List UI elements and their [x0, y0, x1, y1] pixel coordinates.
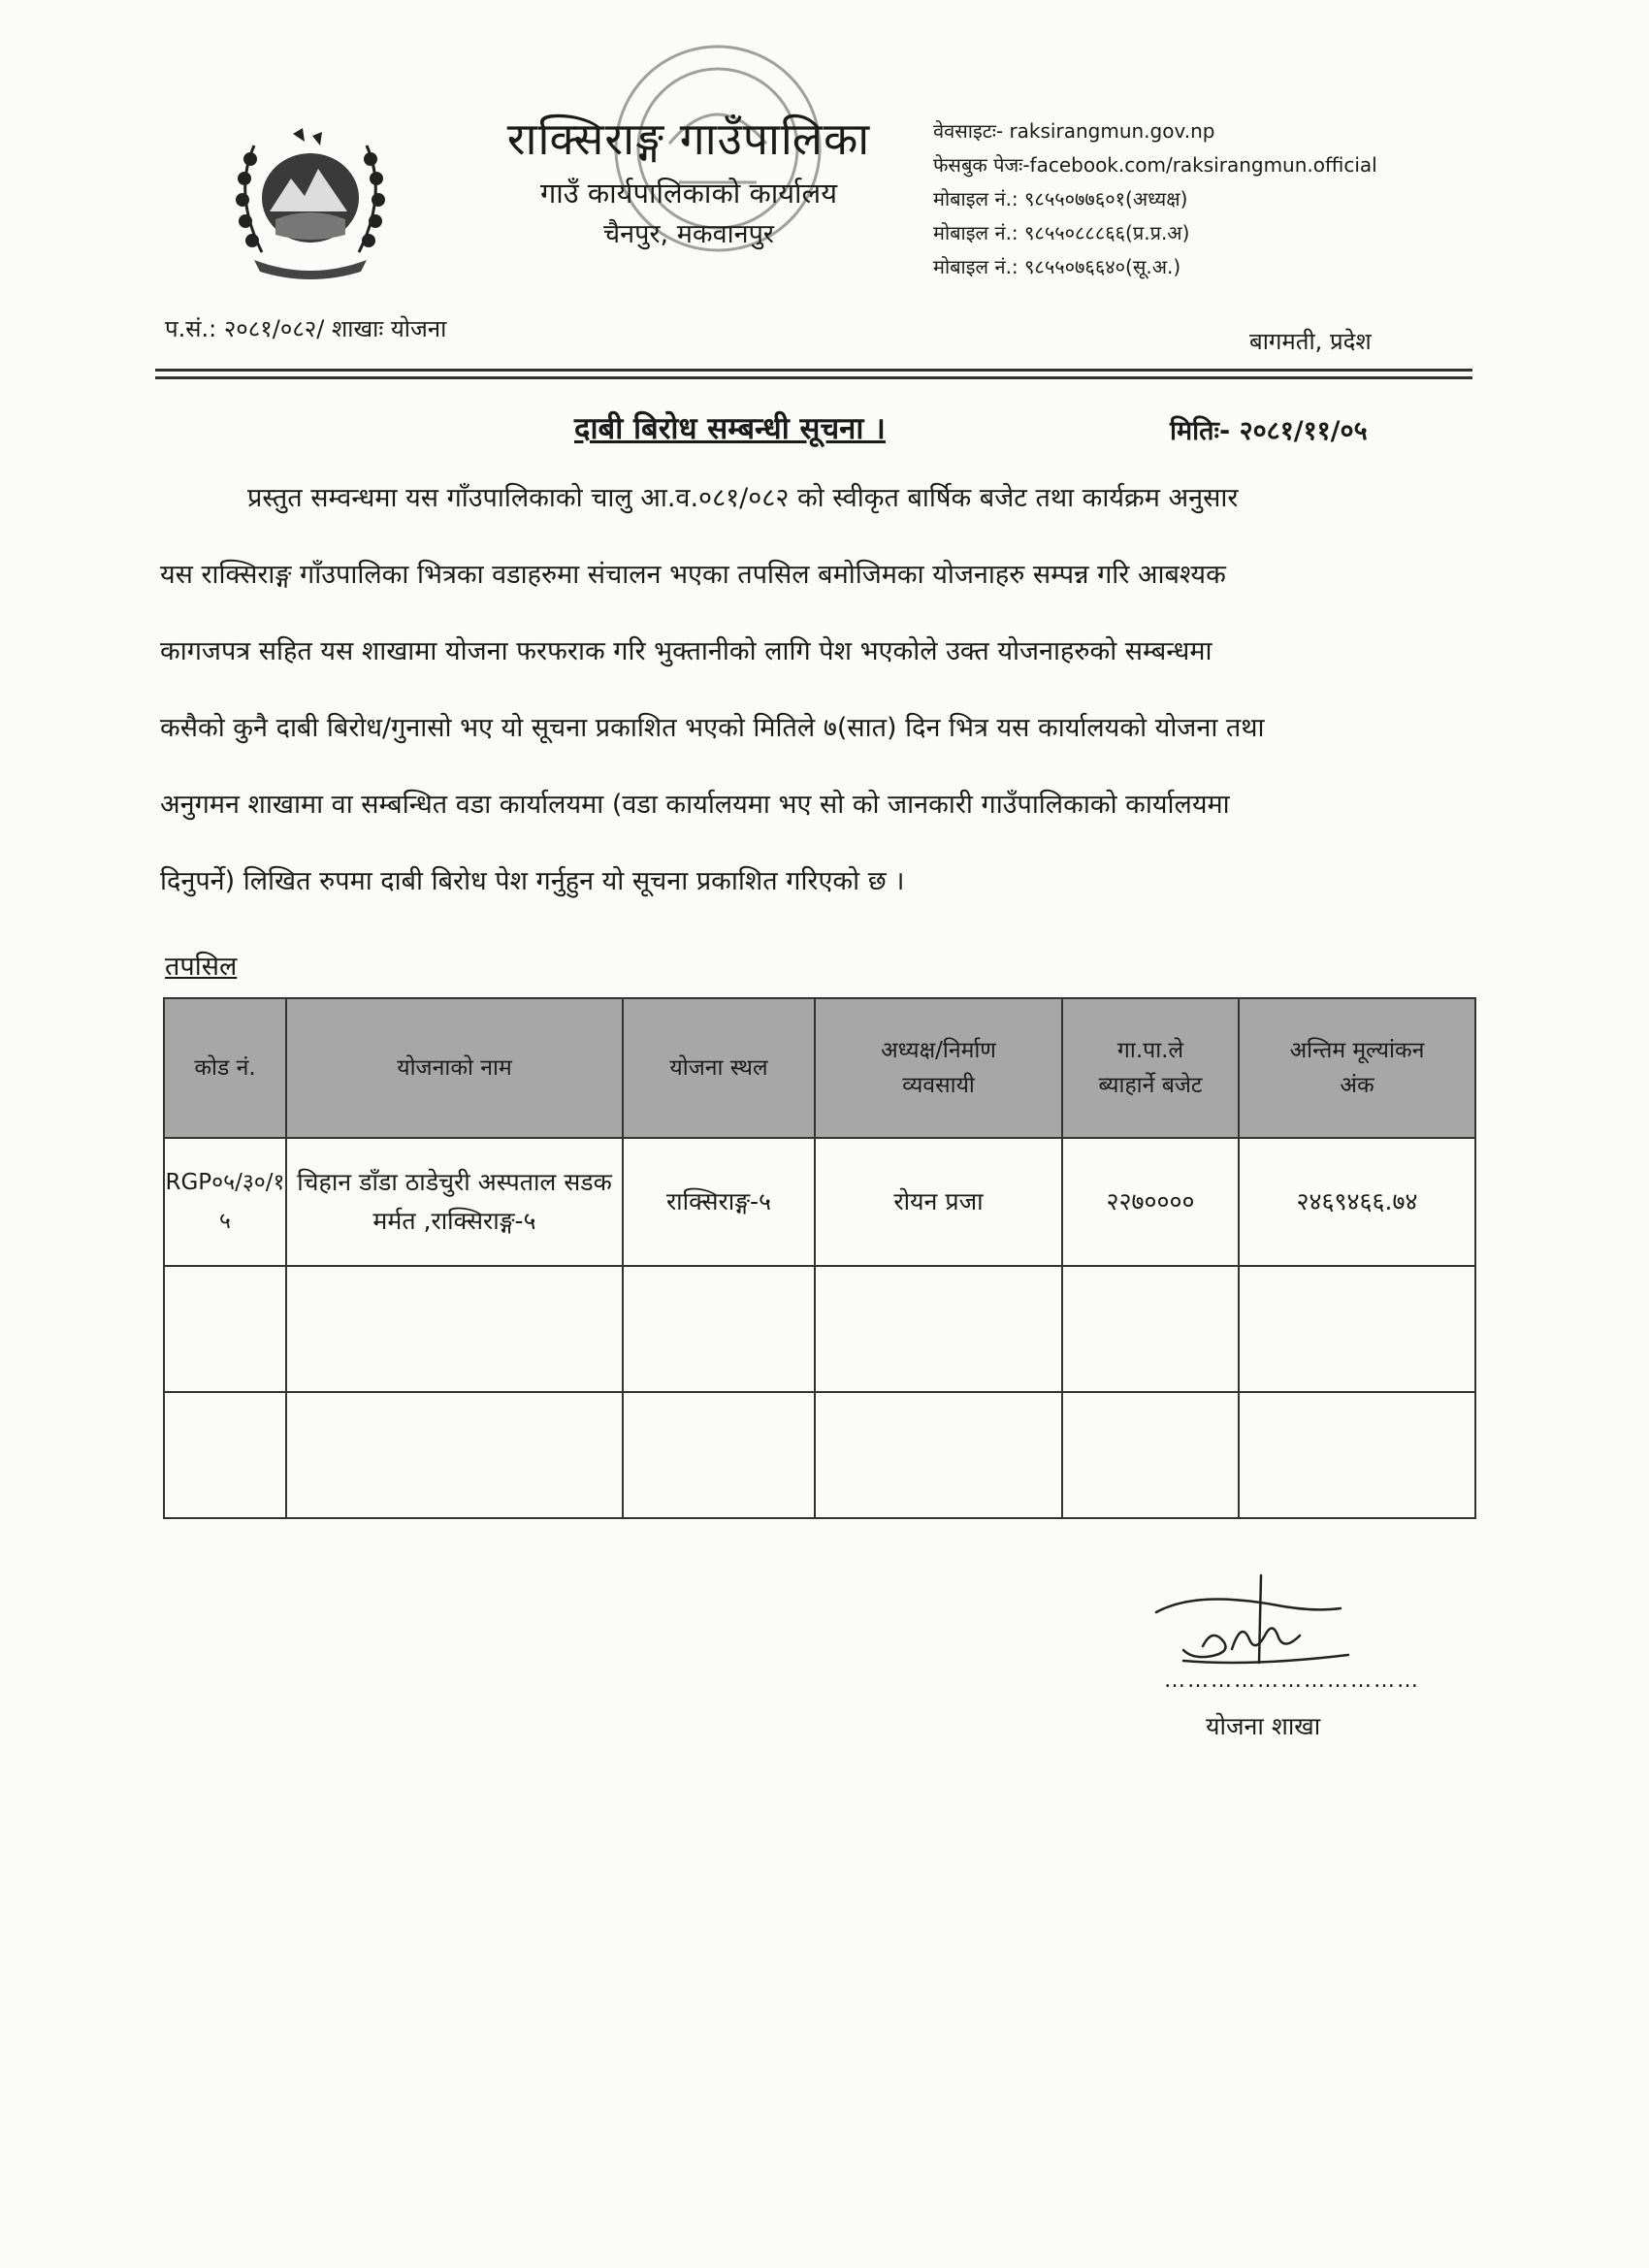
empty-cell — [815, 1392, 1062, 1518]
body-line: अनुगमन शाखामा वा सम्बन्धित वडा कार्यालयमा (वडा कार्यालयमा भए सो को जानकारी गाउँपालिकाको कार्यालयमा — [160, 790, 1230, 820]
body-line: प्रस्तुत सम्वन्धमा यस गाँउपालिकाको चालु आ.व.०८१/०८२ को स्वीकृत बार्षिक बजेट तथा कार्यक्रम अनुसार — [247, 483, 1239, 513]
empty-cell — [623, 1392, 815, 1518]
header-budget: गा.पा.ले ब्याहार्ने बजेट — [1062, 998, 1239, 1138]
notice-body — [160, 460, 1465, 920]
facebook-line: फेसबुक पेजः-facebook.com/raksirangmun.official — [933, 153, 1377, 177]
empty-cell — [164, 1266, 286, 1392]
reference-number: प.सं.: २०८१/०८२/ शाखाः योजना — [165, 315, 447, 342]
empty-cell — [286, 1392, 623, 1518]
contact-info — [933, 114, 1377, 284]
province-label: बागमती, प्रदेश — [1249, 328, 1372, 355]
header-code: कोड नं. — [164, 998, 286, 1138]
header-final-eval: अन्तिम मूल्यांकन अंक — [1239, 998, 1475, 1138]
table-header-row — [164, 998, 1475, 1138]
notice-date: मितिः- २०८१/११/०५ — [1170, 416, 1368, 446]
cell-location: राक्सिराङ्ग-५ — [623, 1138, 815, 1266]
empty-cell — [1239, 1266, 1475, 1392]
cell-final-eval: २४६९४६६.७४ — [1239, 1138, 1475, 1266]
empty-cell — [164, 1392, 286, 1518]
notice-title: दाबी बिरोध सम्बन्धी सूचना । — [574, 411, 886, 446]
table-row — [164, 1138, 1475, 1266]
plan-table — [163, 997, 1476, 1519]
website-line: वेवसाइटः- raksirangmun.gov.np — [933, 119, 1215, 143]
header-chair-contractor: अध्यक्ष/निर्माण व्यवसायी — [815, 998, 1062, 1138]
table-label: तपसिल — [165, 952, 238, 982]
cell-chair: रोयन प्रजा — [815, 1138, 1062, 1266]
header-plan-name: योजनाको नाम — [286, 998, 623, 1138]
empty-cell — [1062, 1392, 1239, 1518]
empty-cell — [623, 1266, 815, 1392]
header-divider — [155, 376, 1472, 379]
mobile-line-chair: मोबाइल नं.: ९८५५०७७६०१(अध्यक्ष) — [933, 187, 1188, 211]
office-subtitle: गाउँ कार्यपालिकाको कार्यालय — [539, 177, 838, 210]
mobile-line-info-officer: मोबाइल नं.: ९८५५०७६६४०(सू.अ.) — [933, 255, 1181, 278]
body-line: कसैको कुनै दाबी बिरोध/गुनासो भए यो सूचना प्रकाशित भएको मितिले ७(सात) दिन भित्र यस कार्यालयको योजना तथा — [160, 713, 1265, 743]
table-row-empty — [164, 1392, 1475, 1518]
signature-line: …………………………… — [1164, 1669, 1420, 1693]
mobile-line-cao: मोबाइल नं.: ९८५५०८८८६६(प्र.प्र.अ) — [933, 221, 1190, 244]
empty-cell — [1062, 1266, 1239, 1392]
empty-cell — [815, 1266, 1062, 1392]
office-header — [456, 109, 922, 254]
header-divider — [155, 369, 1472, 372]
office-title: राक्सिराङ्ग गाउँपालिका — [506, 113, 871, 165]
nepal-emblem-logo — [215, 126, 405, 281]
header-location: योजना स्थल — [623, 998, 815, 1138]
empty-cell — [1239, 1392, 1475, 1518]
body-line: दिनुपर्ने) लिखित रुपमा दाबी बिरोध पेश गर्नुहुन यो सूचना प्रकाशित गरिएको छ । — [160, 866, 905, 896]
body-line: यस राक्सिराङ्ग गाँउपालिका भित्रका वडाहरुमा संचालन भएका तपसिल बमोजिमका योजनाहरु सम्पन्न गरि आबश्यक — [160, 560, 1226, 590]
cell-plan-name: चिहान डाँडा ठाडेचुरी अस्पताल सडक मर्मत ,राक्सिराङ्ग-५ — [286, 1138, 623, 1266]
cell-code: RGP०५/३०/१५ — [164, 1138, 286, 1266]
cell-budget: २२७०००० — [1062, 1138, 1239, 1266]
office-address: चैनपुर, मकवानपुर — [603, 219, 774, 249]
table-row-empty — [164, 1266, 1475, 1392]
body-line: कागजपत्र सहित यस शाखामा योजना फरफराक गरि भुक्तानीको लागि पेश भएकोले उक्त योजनाहरुको सम्बन्धमा — [160, 636, 1212, 666]
signature-label: योजना शाखा — [1206, 1712, 1321, 1740]
empty-cell — [286, 1266, 623, 1392]
